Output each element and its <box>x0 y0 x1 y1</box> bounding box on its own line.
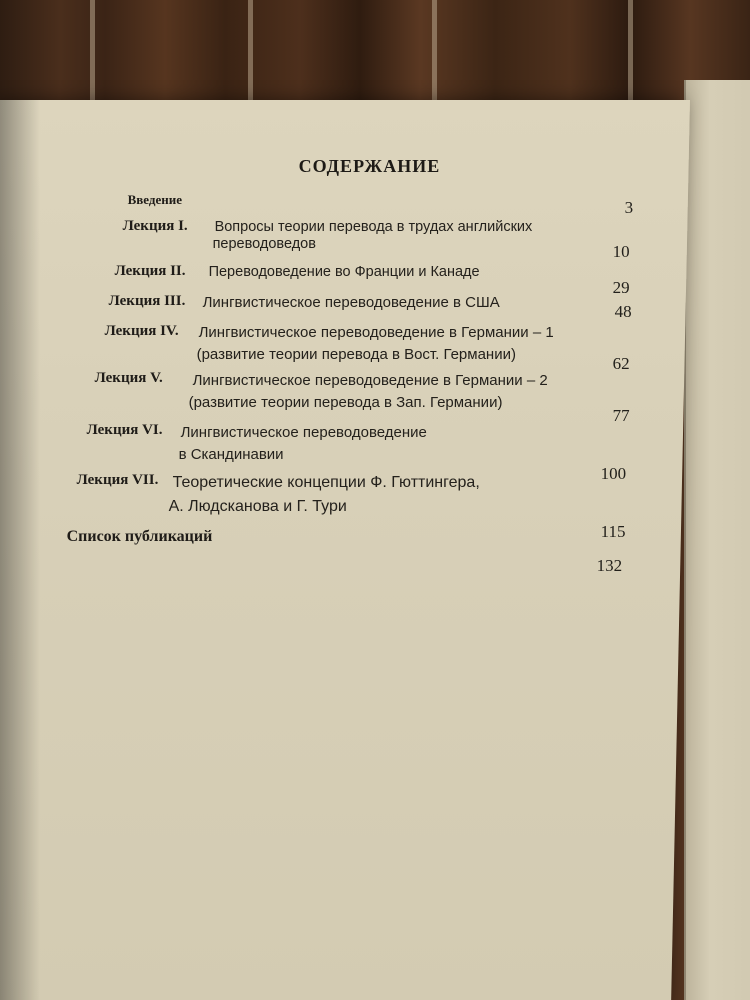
page-title: СОДЕРЖАНИЕ <box>298 156 441 176</box>
toc-label-publications: Список публикаций <box>66 528 213 545</box>
toc-line: Лингвистическое переводоведение в США <box>202 294 500 311</box>
toc-label-introduction: Введение <box>127 192 182 207</box>
toc-line: Теоретические концепции Ф. Гюттингера, <box>172 474 480 491</box>
toc-line: Лингвистическое переводоведение в Германии – 1 <box>198 324 554 341</box>
toc-line: Лингвистическое переводоведение в Германии – 2 <box>192 372 548 389</box>
toc-line: Лингвистическое переводоведение <box>180 424 427 441</box>
toc-label-lecture-6: Лекция VI. <box>86 422 163 438</box>
toc-page-lecture-5: 77 <box>612 406 630 425</box>
toc-page-introduction: 3 <box>624 198 634 217</box>
toc-page-publications: 132 <box>596 556 623 575</box>
toc-page-lecture-6: 100 <box>600 464 627 483</box>
facing-page <box>684 80 750 1000</box>
toc-line: Переводоведение во Франции и Канаде <box>208 264 480 280</box>
toc-label-lecture-3: Лекция III. <box>108 293 186 309</box>
toc-label-lecture-2: Лекция II. <box>114 263 186 279</box>
toc-label-lecture-7: Лекция VII. <box>76 472 159 488</box>
toc-line: Вопросы теории перевода в трудах английских <box>214 219 533 235</box>
toc-page-lecture-2: 29 <box>612 278 630 297</box>
toc-page-lecture-4: 62 <box>612 354 630 373</box>
toc-page-lecture-1: 10 <box>612 242 630 261</box>
toc-line: в Скандинавии <box>178 446 284 463</box>
toc-label-lecture-5: Лекция V. <box>94 370 163 386</box>
toc-page-lecture-7: 115 <box>600 522 626 541</box>
toc-line: А. Людсканова и Г. Тури <box>168 498 347 515</box>
toc-label-lecture-4: Лекция IV. <box>104 323 179 339</box>
toc-page-lecture-3: 48 <box>614 302 632 321</box>
book-page <box>0 100 690 1000</box>
toc-label-lecture-1: Лекция I. <box>122 218 188 234</box>
toc-line: (развитие теории перевода в Зап. Германии) <box>188 394 503 411</box>
toc-line: переводоведов <box>212 236 316 252</box>
toc-line: (развитие теории перевода в Вост. Германии) <box>196 346 516 363</box>
page-edge-shadow <box>0 100 40 1000</box>
